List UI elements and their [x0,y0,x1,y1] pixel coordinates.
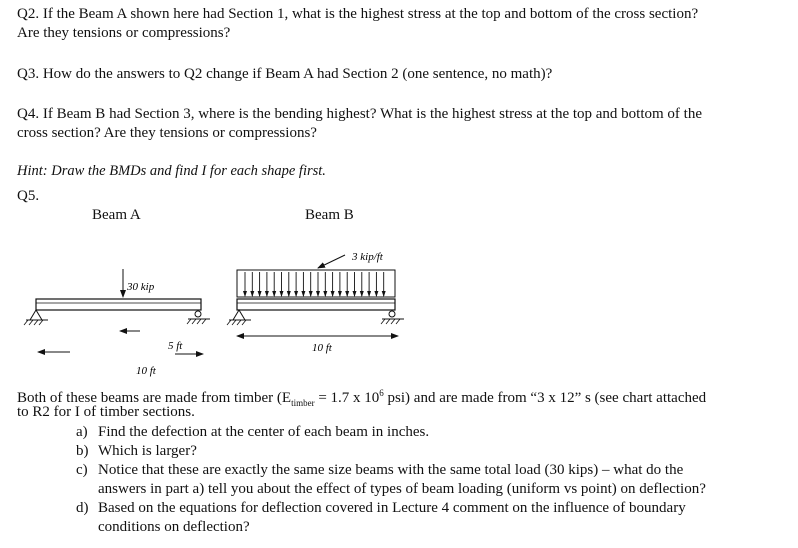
beam-b-diagram [227,251,404,354]
beam-b-title: Beam B [305,207,354,223]
body-line-1-sub: timber [291,398,315,408]
list-item [76,423,429,442]
body-line-1-post: psi) and are made from “3 x 12” s (see chart attached [383,390,707,406]
item-d-marker: d) [76,500,89,516]
beam-b-load-pointer [318,255,345,268]
beam-b-member [237,299,395,310]
beam-a-diagram [24,269,210,377]
list-item [76,499,686,518]
item-a-marker: a) [76,424,88,440]
beam-a-member [36,299,201,310]
beam-a-load-label: 30 kip [127,281,155,293]
beam-b-load-label: 3 kip/ft [352,251,383,263]
q5-label: Q5. [17,188,40,204]
hint-text: Hint: Draw the BMDs and find I for each shape first. [17,163,326,179]
q4-line-2: cross section? Are they tensions or compressions? [17,125,317,141]
beam-a-pin-support [24,310,48,325]
item-d-text: Based on the equations for deflection covered in Lecture 4 comment on the influence of boundary [98,500,686,516]
body-line-1-sup: 6 [379,388,384,398]
beam-b-roller-support [381,311,404,324]
item-b-text: Which is larger? [98,443,197,459]
q2-line-1: Q2. If the Beam A shown here had Section 1, what is the highest stress at the top and bottom of the cross section? [17,6,699,22]
item-b-marker: b) [76,443,89,459]
q2-line-2: Are they tensions or compressions? [17,25,231,41]
beam-a-title: Beam A [92,207,141,223]
item-a-text: Find the defection at the center of each beam in inches. [98,424,430,440]
body-line-1-pre: Both of these beams are made from timber (E [17,390,292,406]
beam-a-roller-support [187,311,210,324]
beam-b-pin-support [227,310,251,325]
item-c-text: Notice that these are exactly the same size beams with the same total load (30 kips) – what do the [98,462,684,478]
q3-text: Q3. How do the answers to Q2 change if Beam A had Section 2 (one sentence, no math)? [17,66,553,82]
body-line-2: to R2 for I of timber sections. [17,404,195,420]
item-c-continuation: answers in part a) tell you about the effect of types of beam loading (uniform vs point) on deflection? [98,481,706,497]
item-d-continuation: conditions on deflection? [98,519,250,535]
beam-a-span-label: 10 ft [136,365,156,377]
list-item [76,442,197,461]
body-line-1-mid: = 1.7 x 10 [314,390,380,406]
beam-b-span-label: 10 ft [312,342,332,354]
item-c-marker: c) [76,462,88,478]
beam-a-half-span-label: 5 ft [168,340,183,352]
list-item [76,461,683,480]
q4-line-1: Q4. If Beam B had Section 3, where is the bending highest? What is the highest stress at the top and bottom of the [17,106,703,122]
